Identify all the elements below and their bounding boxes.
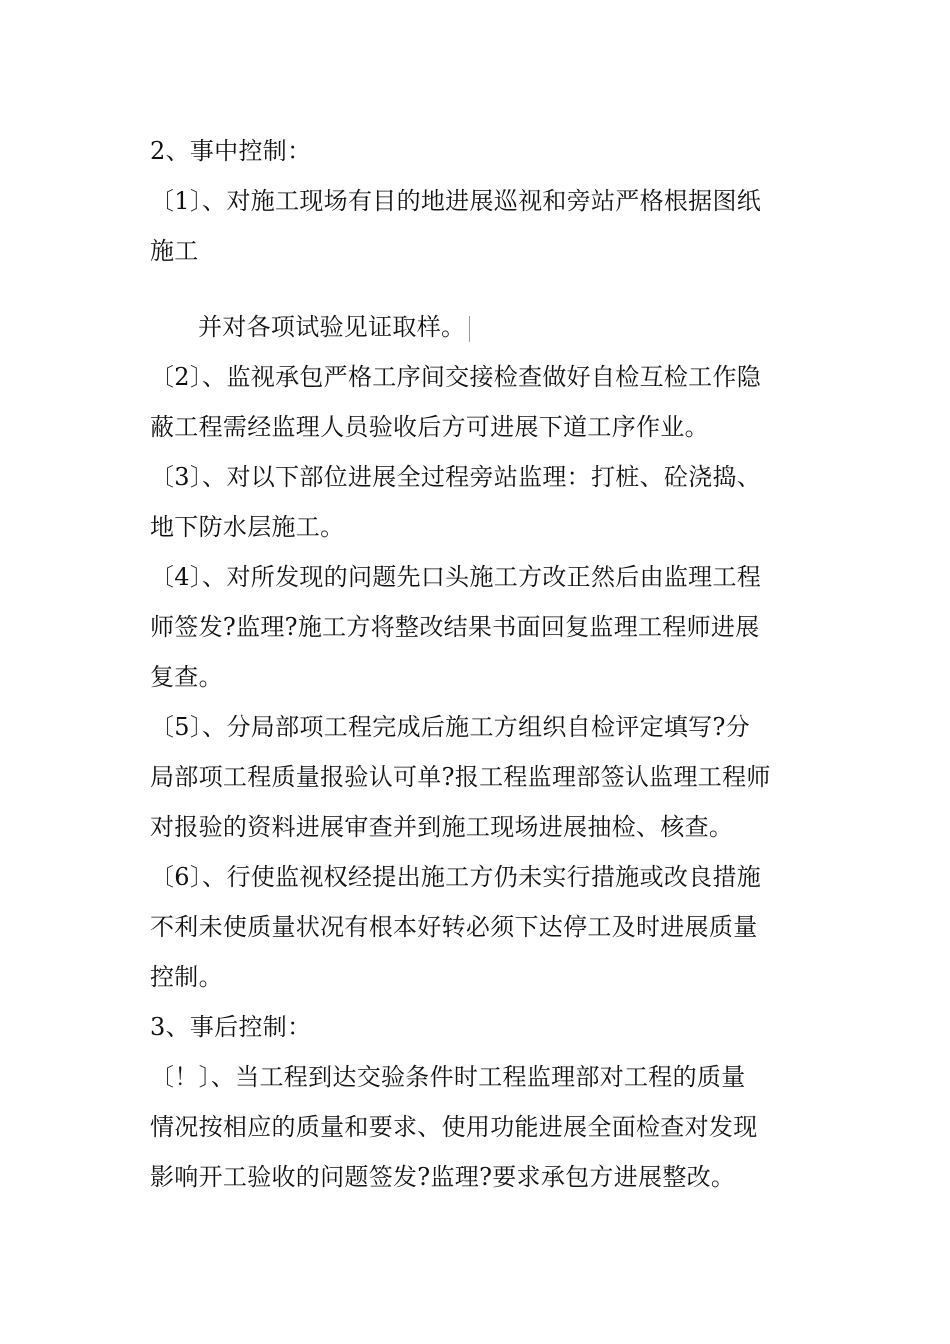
paragraph-line: 控制。 xyxy=(150,963,223,991)
paragraph-line: 〔1〕、对施工现场有目的地进展巡视和旁站严格根据图纸 xyxy=(150,187,762,215)
paragraph-line: 情况按相应的质量和要求、使用功能进展全面检查对发现 xyxy=(150,1113,758,1141)
paragraph-line: 〔4〕、对所发现的问题先口头施工方改正然后由监理工程 xyxy=(150,563,762,591)
paragraph-line: 〔2〕、监视承包严格工序间交接检查做好自检互检工作隐 xyxy=(150,363,762,391)
paragraph-line: 〔5〕、分局部项工程完成后施工方组织自检评定填写?分 xyxy=(150,713,750,741)
paragraph-line: 对报验的资料进展审查并到施工现场进展抽检、核查。 xyxy=(150,813,734,841)
paragraph-line: 地下防水层施工。 xyxy=(150,513,345,541)
paragraph-line: 不利未使质量状况有根本好转必须下达停工及时进展质量 xyxy=(150,913,758,941)
paragraph-line: 复查。 xyxy=(150,663,223,691)
paragraph-line: 〔！〕、当工程到达交验条件时工程监理部对工程的质量 xyxy=(150,1063,746,1091)
paragraph-line: 〔6〕、行使监视权经提出施工方仍未实行措施或改良措施 xyxy=(150,863,762,891)
indented-text: 并对各项试验见证取样。 xyxy=(198,313,466,341)
paragraph-line: 局部项工程质量报验认可单?报工程监理部签认监理工程师 xyxy=(150,763,771,791)
paragraph-line: 师签发?监理?施工方将整改结果书面回复监理工程师进展 xyxy=(150,613,760,641)
paragraph-gap xyxy=(150,276,810,302)
section-heading-in-process-control: 2、事中控制： xyxy=(150,137,312,165)
paragraph-line: 影响开工验收的问题签发?监理?要求承包方进展整改。 xyxy=(150,1163,736,1191)
document-body xyxy=(150,126,810,1202)
text-cursor-mark xyxy=(469,316,470,342)
section-heading-post-control: 3、事后控制： xyxy=(150,1013,312,1041)
paragraph-line: 〔3〕、对以下部位进展全过程旁站监理：打桩、砼浇捣、 xyxy=(150,463,762,491)
paragraph-line: 施工 xyxy=(150,237,199,265)
indented-paragraph-line xyxy=(150,302,810,352)
paragraph-line: 蔽工程需经监理人员验收后方可进展下道工序作业。 xyxy=(150,413,709,441)
